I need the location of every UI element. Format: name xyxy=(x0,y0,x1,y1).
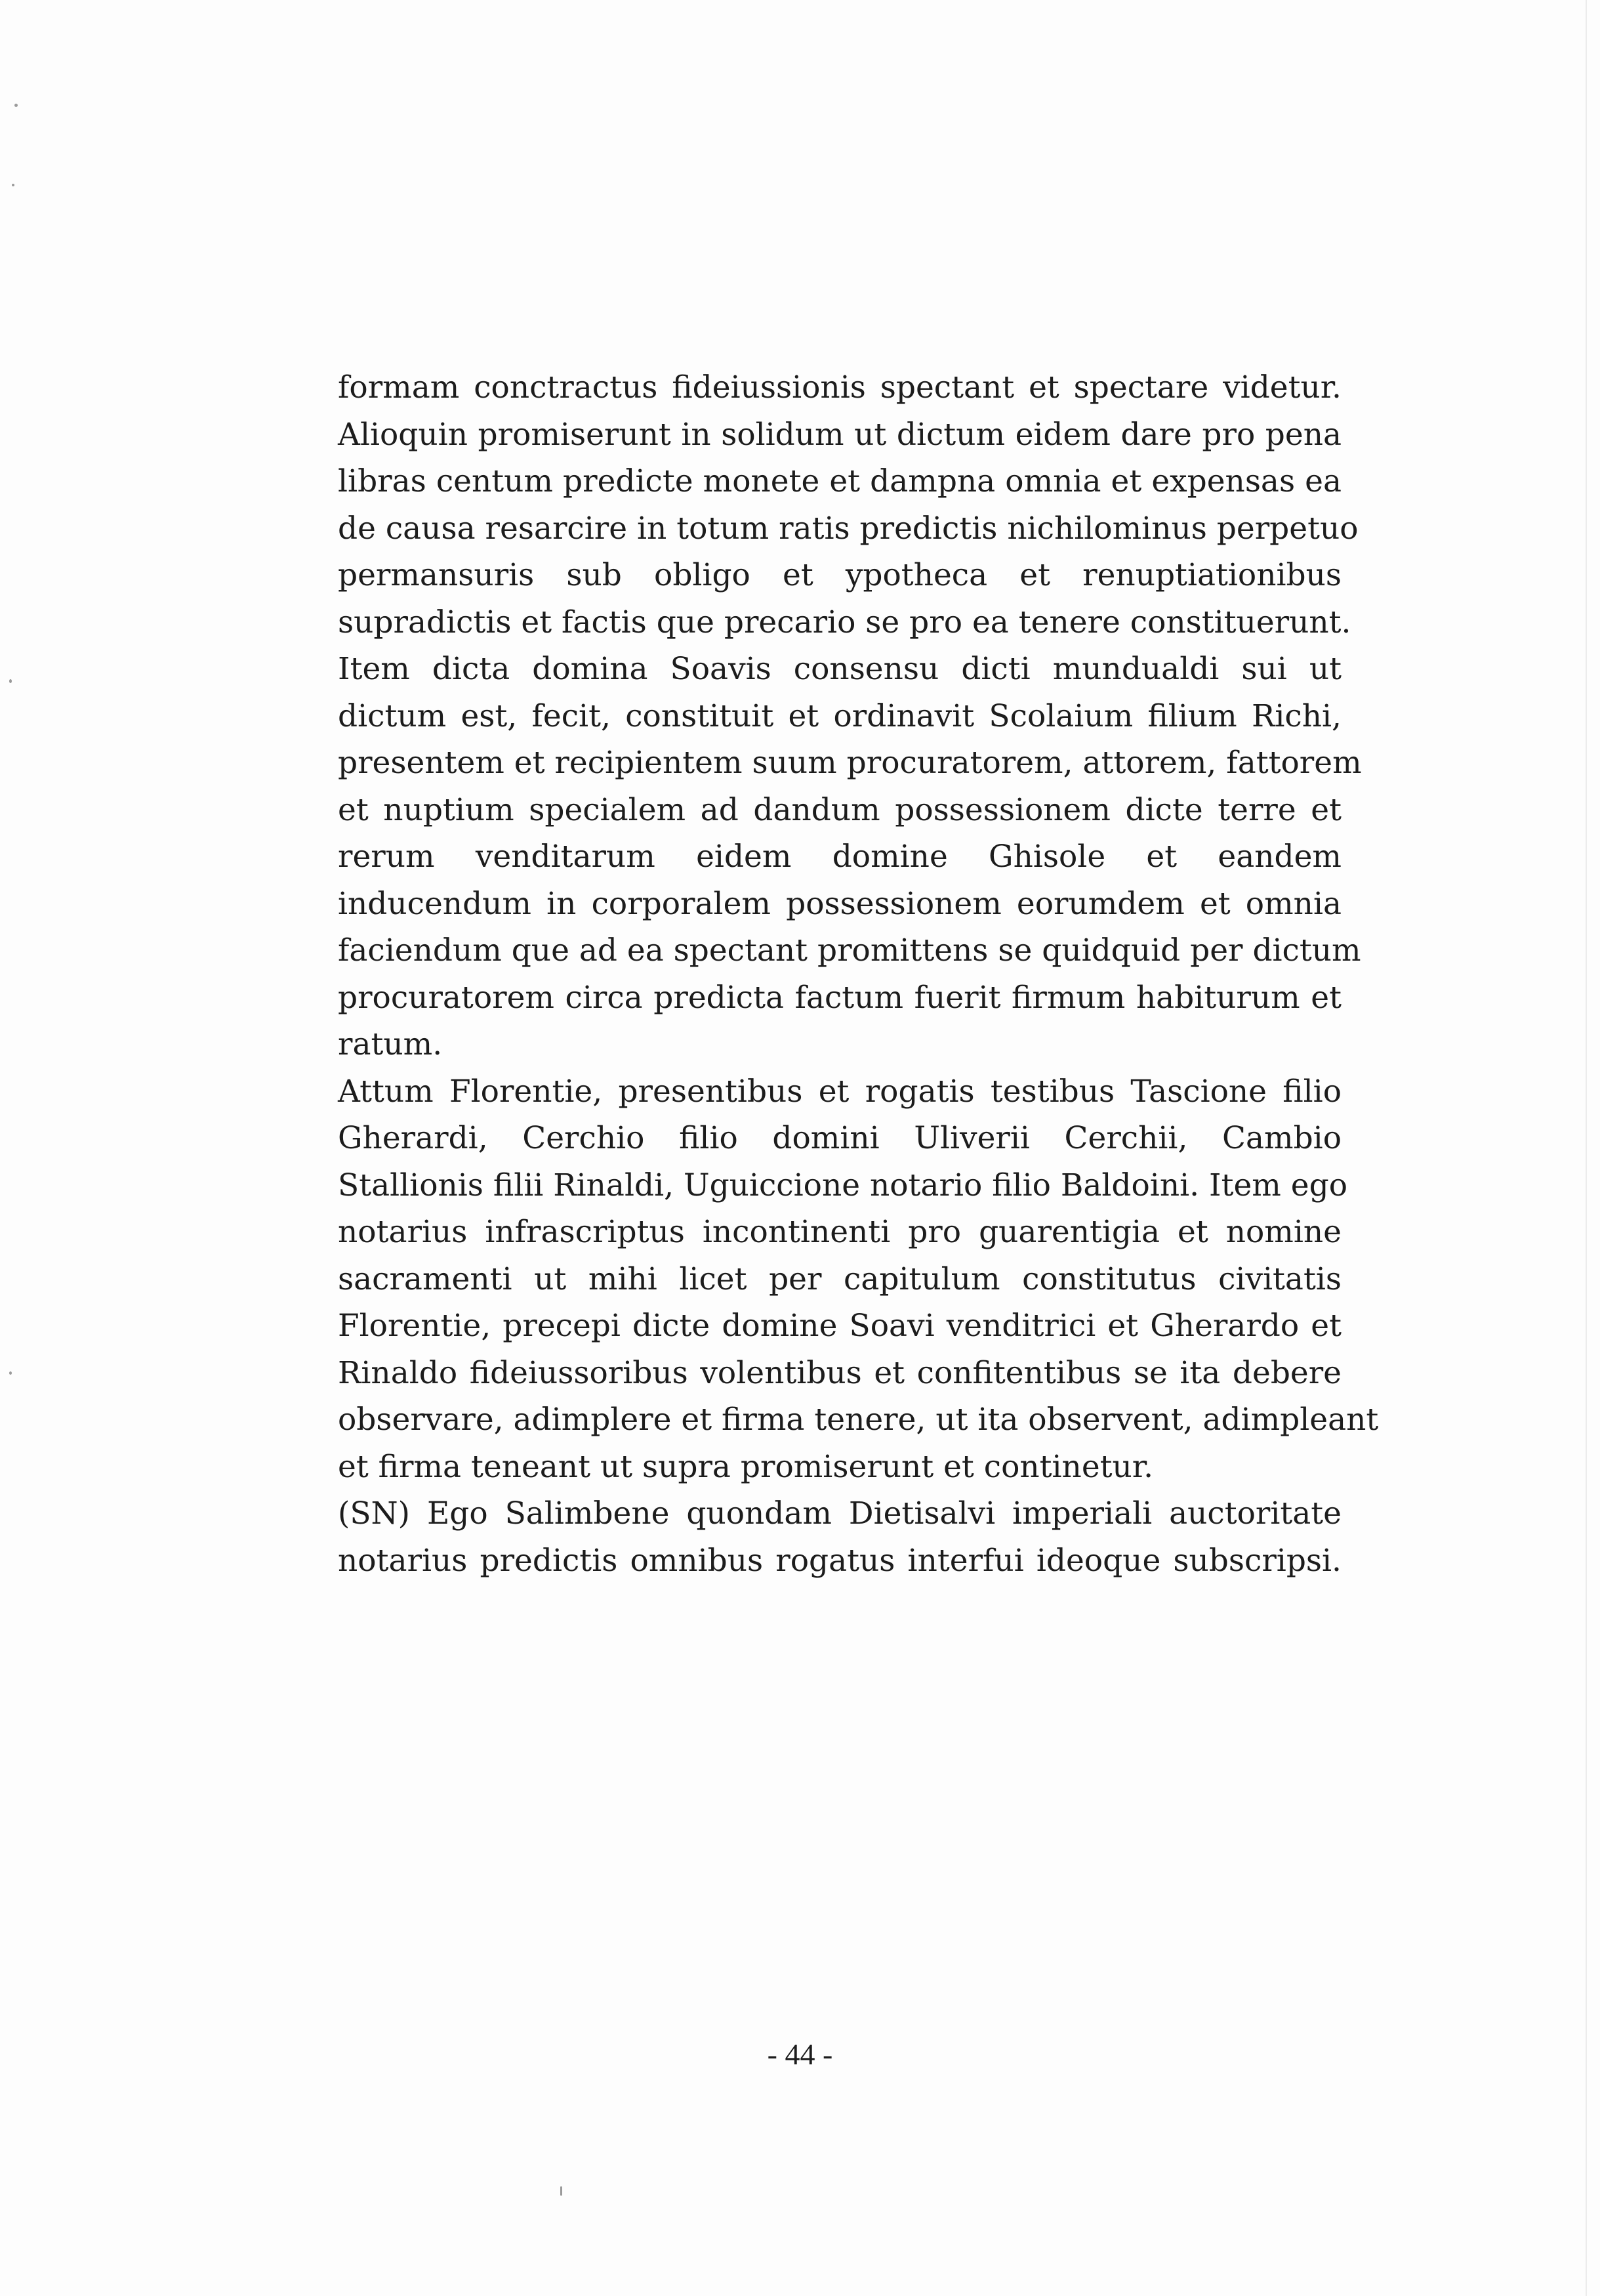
text-line: formam conctractus fideiussionis spectant et spectare videtur. xyxy=(338,369,1342,406)
scan-speck xyxy=(9,679,12,683)
text-line: observare, adimplere et firma tenere, ut ita observent, adimpleant xyxy=(338,1402,1379,1438)
document-body xyxy=(338,364,1379,1584)
text-line: inducendum in corporalem possessionem eorumdem et omnia xyxy=(338,885,1342,922)
text-line: presentem et recipientem suum procuratorem, attorem, fattorem xyxy=(338,745,1362,781)
text-line: Rinaldo fideiussoribus volentibus et confitentibus se ita debere xyxy=(338,1354,1342,1391)
text-line: Florentie, precepi dicte domine Soavi venditrici et Gherardo et xyxy=(338,1308,1342,1344)
text-line: Item dicta domina Soavis consensu dicti mundualdi sui ut xyxy=(338,651,1342,687)
paragraph xyxy=(338,646,1362,1068)
text-line: rerum venditarum eidem domine Ghisole et eandem xyxy=(338,839,1342,875)
page-edge xyxy=(1586,0,1587,2296)
text-line: dictum est, fecit, constituit et ordinavit Scolaium filium Richi, xyxy=(338,698,1342,734)
scan-speck xyxy=(560,2186,562,2196)
text-line: Alioquin promiserunt in solidum ut dictum eidem dare pro pena xyxy=(338,416,1342,453)
text-line: (SN) Ego Salimbene quondam Dietisalvi imperiali auctoritate xyxy=(338,1495,1342,1532)
scan-speck xyxy=(12,184,14,186)
text-line: procuratorem circa predicta factum fuerit firmum habiturum et xyxy=(338,979,1342,1016)
text-line: permansuris sub obligo et ypotheca et renuptiationibus xyxy=(338,557,1342,593)
paragraph xyxy=(338,1490,1342,1584)
text-line: ratum. xyxy=(338,1026,443,1062)
text-line: faciendum que ad ea spectant promittens se quidquid per dictum xyxy=(338,932,1361,969)
text-line: notarius infrascriptus incontinenti pro guarentigia et nomine xyxy=(338,1214,1342,1250)
paragraph xyxy=(338,1068,1379,1491)
text-line: Gherardi, Cerchio filio domini Uliverii Cerchii, Cambio xyxy=(338,1120,1342,1156)
paragraph xyxy=(338,364,1359,646)
text-line: Stallionis filii Rinaldi, Uguiccione notario filio Baldoini. Item ego xyxy=(338,1167,1347,1203)
scan-speck xyxy=(14,104,18,107)
text-line: libras centum predicte monete et dampna omnia et expensas ea xyxy=(338,463,1342,499)
text-line: notarius predictis omnibus rogatus interfui ideoque subscripsi. xyxy=(338,1542,1342,1579)
text-line: sacramenti ut mihi licet per capitulum constitutus civitatis xyxy=(338,1261,1342,1297)
text-line: de causa resarcire in totum ratis predictis nichilominus perpetuo xyxy=(338,510,1359,547)
page-number: - 44 - xyxy=(767,2037,833,2071)
text-line: Attum Florentie, presentibus et rogatis testibus Tascione filio xyxy=(338,1073,1342,1110)
text-line: et nuptium specialem ad dandum possessionem dicte terre et xyxy=(338,791,1342,828)
text-line: et firma teneant ut supra promiserunt et continetur. xyxy=(338,1448,1154,1485)
scan-speck xyxy=(9,1371,12,1375)
text-line: supradictis et factis que precario se pro ea tenere constituerunt. xyxy=(338,604,1351,640)
